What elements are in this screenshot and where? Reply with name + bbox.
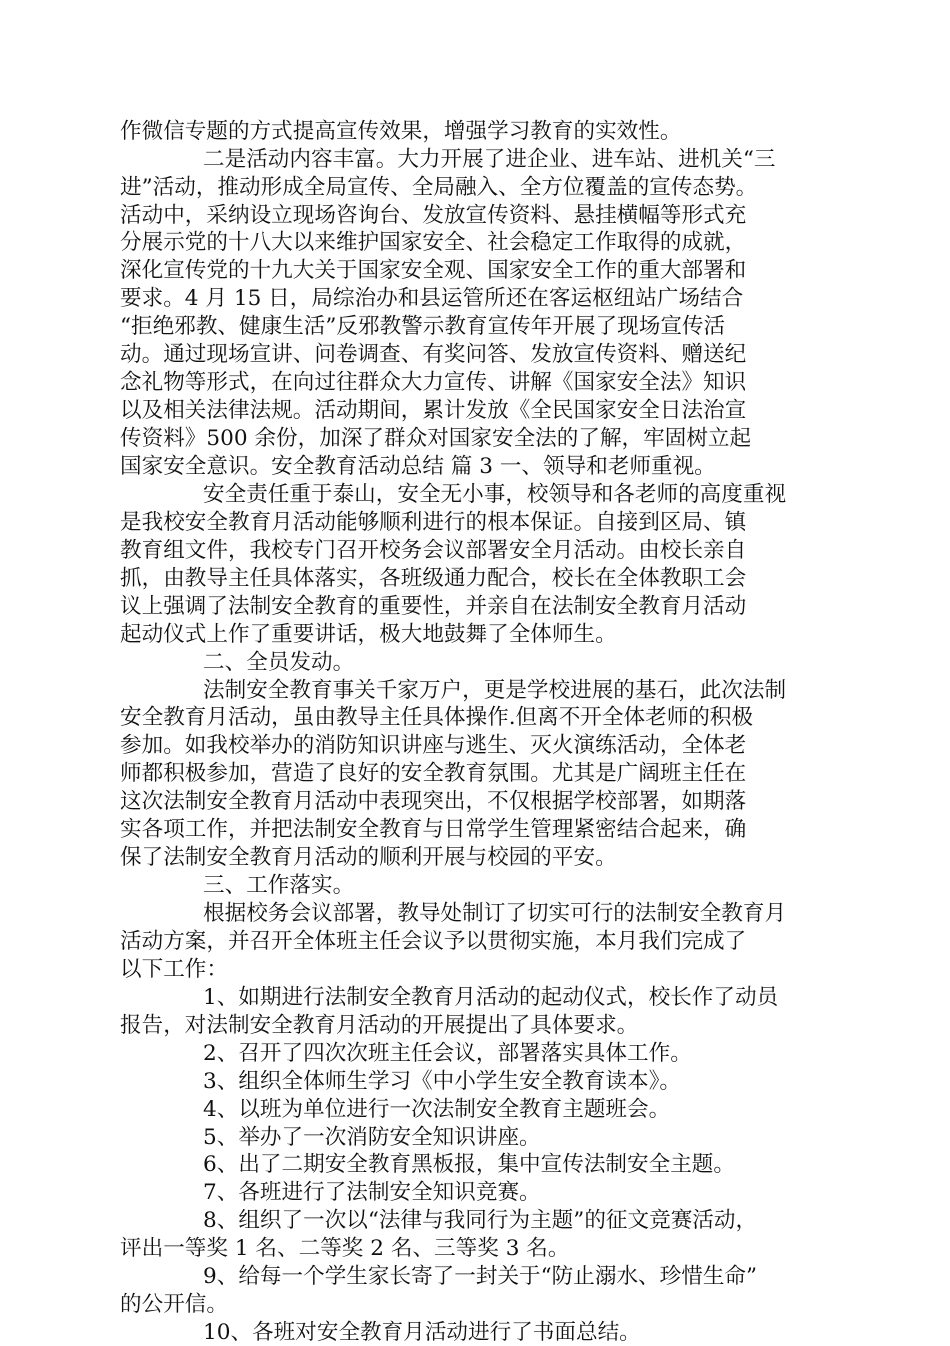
list-item: 3、组织全体师生学习《中小学生安全教育读本》。 — [203, 1069, 682, 1094]
text-line: 安全责任重于泰山，安全无小事，校领导和各老师的高度重视 — [203, 482, 787, 507]
text-line: 动。通过现场宣讲、问卷调查、有奖问答、发放宣传资料、赠送纪 — [120, 342, 747, 367]
text-line: 安全教育月活动，虽由教导主任具体操作.但离不开全体老师的积极 — [120, 705, 754, 730]
list-item: 2、召开了四次次班主任会议，部署落实具体工作。 — [203, 1041, 692, 1066]
section-heading: 三、工作落实。 — [203, 873, 355, 898]
text-line: 活动中，采纳设立现场咨询台、发放宣传资料、悬挂横幅等形式充 — [120, 203, 747, 228]
text-line: 以下工作： — [120, 957, 228, 982]
text-line: 以及相关法律法规。活动期间，累计发放《全民国家安全日法治宣 — [120, 398, 747, 423]
text-line: 活动方案，并召开全体班主任会议予以贯彻实施，本月我们完成了 — [120, 929, 747, 954]
text-line: 作微信专题的方式提高宣传效果，增强学习教育的实效性。 — [120, 119, 682, 144]
list-item: 5、举办了一次消防安全知识讲座。 — [203, 1125, 541, 1150]
text-line: 进”活动，推动形成全局宣传、全局融入、全方位覆盖的宣传态势。 — [120, 175, 758, 200]
text-line: 根据校务会议部署，教导处制订了切实可行的法制安全教育月 — [203, 901, 787, 926]
text-line: 参加。如我校举办的消防知识讲座与逃生、灭火演练活动，全体老 — [120, 733, 747, 758]
text-line: “拒绝邪教、健康生活”反邪教警示教育宣传年开展了现场宣传活 — [120, 314, 726, 339]
text-line: 分展示党的十八大以来维护国家安全、社会稳定工作取得的成就， — [120, 230, 747, 255]
text-line: 起动仪式上作了重要讲话，极大地鼓舞了全体师生。 — [120, 622, 617, 647]
list-item: 8、组织了一次以“法律与我同行为主题”的征文竞赛活动， — [203, 1208, 758, 1233]
list-item: 7、各班进行了法制安全知识竞赛。 — [203, 1180, 541, 1205]
text-line: 念礼物等形式，在向过往群众大力宣传、讲解《国家安全法》知识 — [120, 370, 747, 395]
text-line: 报告，对法制安全教育月活动的开展提出了具体要求。 — [120, 1013, 639, 1038]
text-line: 抓，由教导主任具体落实，各班级通力配合，校长在全体教职工会 — [120, 566, 747, 591]
list-item: 1、如期进行法制安全教育月活动的起动仪式，校长作了动员 — [203, 985, 779, 1010]
text-line: 议上强调了法制安全教育的重要性，并亲自在法制安全教育月活动 — [120, 594, 747, 619]
text-line: 传资料》500 余份，加深了群众对国家安全法的了解，牢固树立起 — [120, 426, 752, 451]
text-line: 要求。4 月 15 日，局综治办和县运管所还在客运枢纽站广场结合 — [120, 286, 744, 311]
text-line: 评出一等奖 1 名、二等奖 2 名、三等奖 3 名。 — [120, 1236, 570, 1261]
text-line: 师都积极参加，营造了良好的安全教育氛围。尤其是广阔班主任在 — [120, 761, 747, 786]
section-heading: 二、全员发动。 — [203, 650, 355, 675]
text-line: 这次法制安全教育月活动中表现突出，不仅根据学校部署，如期落 — [120, 789, 747, 814]
text-line: 实各项工作，并把法制安全教育与日常学生管理紧密结合起来，确 — [120, 817, 747, 842]
text-line: 是我校安全教育月活动能够顺利进行的根本保证。自接到区局、镇 — [120, 510, 747, 535]
list-item: 6、出了二期安全教育黑板报，集中宣传法制安全主题。 — [203, 1152, 735, 1177]
list-item: 9、给每一个学生家长寄了一封关于“防止溺水、珍惜生命” — [203, 1264, 758, 1289]
text-line: 教育组文件，我校专门召开校务会议部署安全月活动。由校长亲自 — [120, 538, 747, 563]
text-line: 法制安全教育事关千家万户，更是学校进展的基石，此次法制 — [203, 678, 787, 703]
text-line: 二是活动内容丰富。大力开展了进企业、进车站、进机关“三 — [203, 147, 776, 172]
text-line: 国家安全意识。安全教育活动总结 篇 3 一、领导和老师重视。 — [120, 454, 716, 479]
list-item: 4、以班为单位进行一次法制安全教育主题班会。 — [203, 1097, 671, 1122]
text-line: 的公开信。 — [120, 1292, 228, 1317]
text-line: 深化宣传党的十九大关于国家安全观、国家安全工作的重大部署和 — [120, 258, 747, 283]
list-item: 10、各班对安全教育月活动进行了书面总结。 — [203, 1320, 641, 1345]
text-line: 保了法制安全教育月活动的顺利开展与校园的平安。 — [120, 845, 617, 870]
